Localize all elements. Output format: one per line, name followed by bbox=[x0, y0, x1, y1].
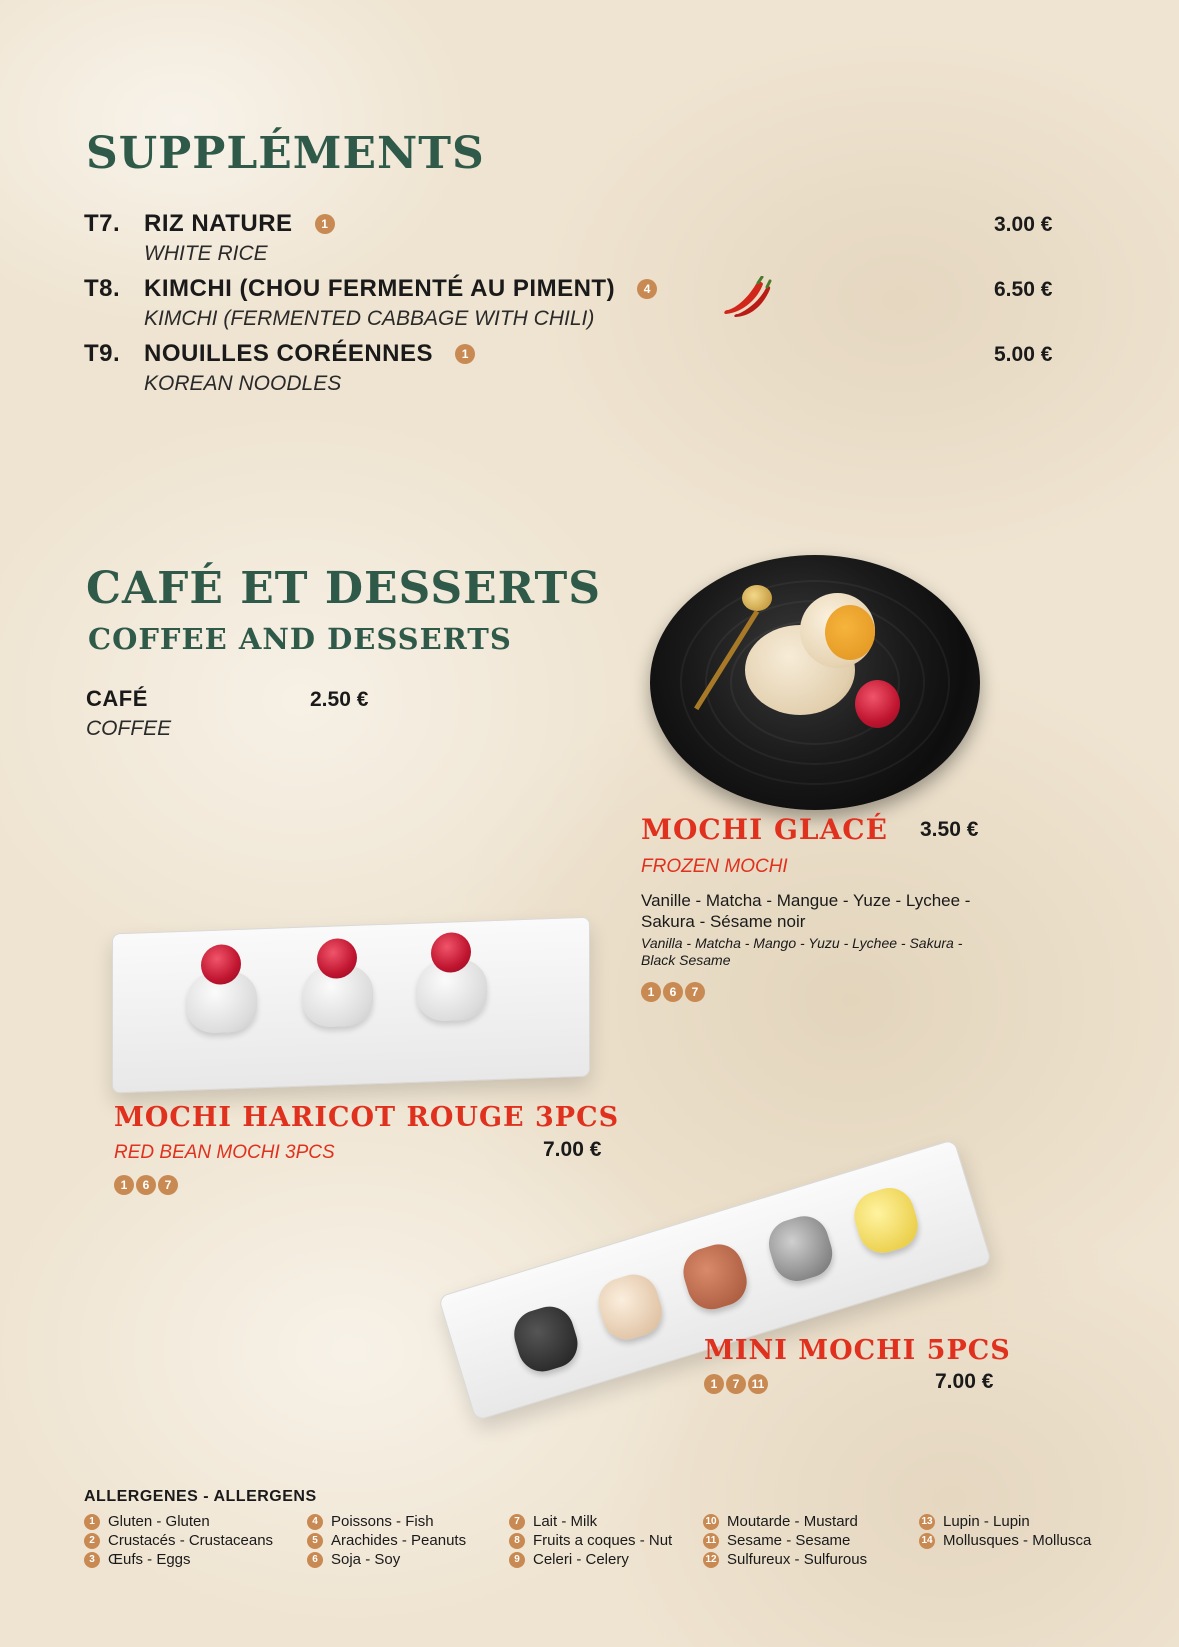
allergen-entry bbox=[509, 1550, 672, 1569]
mochi-glace-subtitle: FROZEN MOCHI bbox=[641, 856, 788, 877]
chili-pepper-icon bbox=[718, 276, 772, 318]
item-code-t9: T9. bbox=[84, 340, 121, 367]
allergen-number: 9 bbox=[509, 1552, 525, 1568]
allergen-entry bbox=[509, 1512, 672, 1531]
allergen-label: Celeri - Celery bbox=[533, 1551, 629, 1568]
allergen-label: Lait - Milk bbox=[533, 1513, 598, 1530]
item-price: 3.00 € bbox=[994, 213, 1053, 236]
flavors-en-line-1: Vanilla - Matcha - Mango - Yuzu - Lychee - Sakura - bbox=[641, 935, 963, 951]
mochi-glace-flavors-fr bbox=[641, 890, 970, 932]
allergen-badge: 7 bbox=[726, 1374, 746, 1394]
allergen-column-5 bbox=[919, 1512, 1091, 1550]
mochi-glace-flavors-en bbox=[641, 935, 962, 969]
allergen-number: 6 bbox=[307, 1552, 323, 1568]
cafe-subtitle: COFFEE bbox=[86, 717, 172, 740]
item-subtitle: KOREAN NOODLES bbox=[144, 372, 342, 395]
menu-item-t7 bbox=[144, 210, 337, 238]
item-subtitle: KIMCHI (FERMENTED CABBAGE WITH CHILI) bbox=[144, 307, 595, 330]
allergen-column-4 bbox=[703, 1512, 867, 1569]
item-name: RIZ NATURE bbox=[144, 210, 293, 237]
mochi-glace-allergens bbox=[641, 982, 707, 1002]
allergen-badge: 7 bbox=[158, 1175, 178, 1195]
allergen-badge: 1 bbox=[641, 982, 661, 1002]
item-code-t8: T8. bbox=[84, 275, 121, 302]
allergen-number: 2 bbox=[84, 1533, 100, 1549]
allergens-title: ALLERGENES - ALLERGENS bbox=[84, 1488, 317, 1505]
allergen-label: Soja - Soy bbox=[331, 1551, 401, 1568]
red-bean-mochi-allergens bbox=[114, 1175, 180, 1195]
mochi-glace-name: MOCHI GLACÉ bbox=[641, 813, 888, 846]
cafe-name: CAFÉ bbox=[86, 686, 148, 711]
supplements-title: SUPPLÉMENTS bbox=[86, 128, 485, 179]
allergen-number: 13 bbox=[919, 1514, 935, 1530]
allergen-entry bbox=[919, 1512, 1091, 1531]
allergen-entry bbox=[509, 1531, 672, 1550]
allergen-entry bbox=[84, 1531, 273, 1550]
allergen-badge: 1 bbox=[114, 1175, 134, 1195]
allergen-entry bbox=[84, 1550, 273, 1569]
allergen-badge: 1 bbox=[455, 344, 475, 364]
allergen-number: 14 bbox=[919, 1533, 935, 1549]
allergen-label: Fruits a coques - Nut bbox=[533, 1532, 673, 1549]
allergen-label: Poissons - Fish bbox=[331, 1513, 434, 1530]
allergen-label: Arachides - Peanuts bbox=[331, 1532, 467, 1549]
flavors-fr-line-1: Vanille - Matcha - Mangue - Yuze - Lychee - bbox=[641, 891, 971, 910]
item-name: NOUILLES CORÉENNES bbox=[144, 340, 434, 367]
allergen-number: 3 bbox=[84, 1552, 100, 1568]
item-name: KIMCHI (CHOU FERMENTÉ AU PIMENT) bbox=[144, 275, 616, 302]
red-bean-mochi-price: 7.00 € bbox=[543, 1138, 602, 1161]
mochi-glace-price: 3.50 € bbox=[920, 818, 979, 841]
red-bean-mochi-name: MOCHI HARICOT ROUGE 3PCS bbox=[114, 1102, 620, 1133]
flavors-en-line-2: Black Sesame bbox=[641, 952, 731, 968]
item-price: 5.00 € bbox=[994, 343, 1053, 366]
item-code-t7: T7. bbox=[84, 210, 121, 237]
allergen-label: Crustacés - Crustaceans bbox=[108, 1532, 274, 1549]
allergen-number: 12 bbox=[703, 1552, 719, 1568]
allergen-label: Lupin - Lupin bbox=[943, 1513, 1030, 1530]
allergen-entry bbox=[307, 1512, 466, 1531]
item-subtitle: WHITE RICE bbox=[144, 242, 268, 265]
allergen-badge: 6 bbox=[136, 1175, 156, 1195]
mini-mochi-price: 7.00 € bbox=[935, 1370, 994, 1393]
allergen-entry bbox=[703, 1550, 867, 1569]
menu-item-t9 bbox=[144, 340, 477, 368]
allergen-number: 8 bbox=[509, 1533, 525, 1549]
menu-item-t8 bbox=[144, 275, 659, 303]
item-price: 6.50 € bbox=[994, 278, 1053, 301]
allergen-badge: 11 bbox=[748, 1374, 768, 1394]
flavors-fr-line-2: Sakura - Sésame noir bbox=[641, 912, 806, 931]
allergen-number: 11 bbox=[703, 1533, 719, 1549]
allergen-entry bbox=[84, 1512, 273, 1531]
allergen-number: 10 bbox=[703, 1514, 719, 1530]
desserts-subtitle: COFFEE AND DESSERTS bbox=[88, 622, 512, 656]
allergen-badge: 4 bbox=[637, 279, 657, 299]
allergen-badge: 1 bbox=[704, 1374, 724, 1394]
allergen-entry bbox=[307, 1550, 466, 1569]
red-bean-mochi-photo bbox=[112, 917, 590, 1094]
allergen-entry bbox=[703, 1512, 867, 1531]
allergen-badge: 7 bbox=[685, 982, 705, 1002]
allergen-badge: 1 bbox=[315, 214, 335, 234]
allergen-label: Sesame - Sesame bbox=[727, 1532, 851, 1549]
allergen-number: 1 bbox=[84, 1514, 100, 1530]
allergen-label: Œufs - Eggs bbox=[108, 1551, 191, 1568]
red-bean-mochi-subtitle: RED BEAN MOCHI 3PCS bbox=[114, 1142, 335, 1163]
allergen-column-2 bbox=[307, 1512, 466, 1569]
cafe-price: 2.50 € bbox=[310, 688, 369, 711]
mini-mochi-name: MINI MOCHI 5PCS bbox=[704, 1335, 1011, 1366]
mini-mochi-allergens bbox=[704, 1374, 770, 1394]
mochi-glace-photo bbox=[650, 555, 980, 810]
desserts-title: CAFÉ ET DESSERTS bbox=[86, 563, 601, 614]
allergen-label: Sulfureux - Sulfurous bbox=[727, 1551, 868, 1568]
allergen-entry bbox=[703, 1531, 867, 1550]
allergen-column-1 bbox=[84, 1512, 273, 1569]
allergen-number: 4 bbox=[307, 1514, 323, 1530]
allergen-entry bbox=[919, 1531, 1091, 1550]
allergen-badge: 6 bbox=[663, 982, 683, 1002]
allergen-entry bbox=[307, 1531, 466, 1550]
allergen-number: 5 bbox=[307, 1533, 323, 1549]
allergen-label: Moutarde - Mustard bbox=[727, 1513, 858, 1530]
allergen-column-3 bbox=[509, 1512, 672, 1569]
allergen-label: Gluten - Gluten bbox=[108, 1513, 210, 1530]
allergen-label: Mollusques - Mollusca bbox=[943, 1532, 1092, 1549]
allergen-number: 7 bbox=[509, 1514, 525, 1530]
